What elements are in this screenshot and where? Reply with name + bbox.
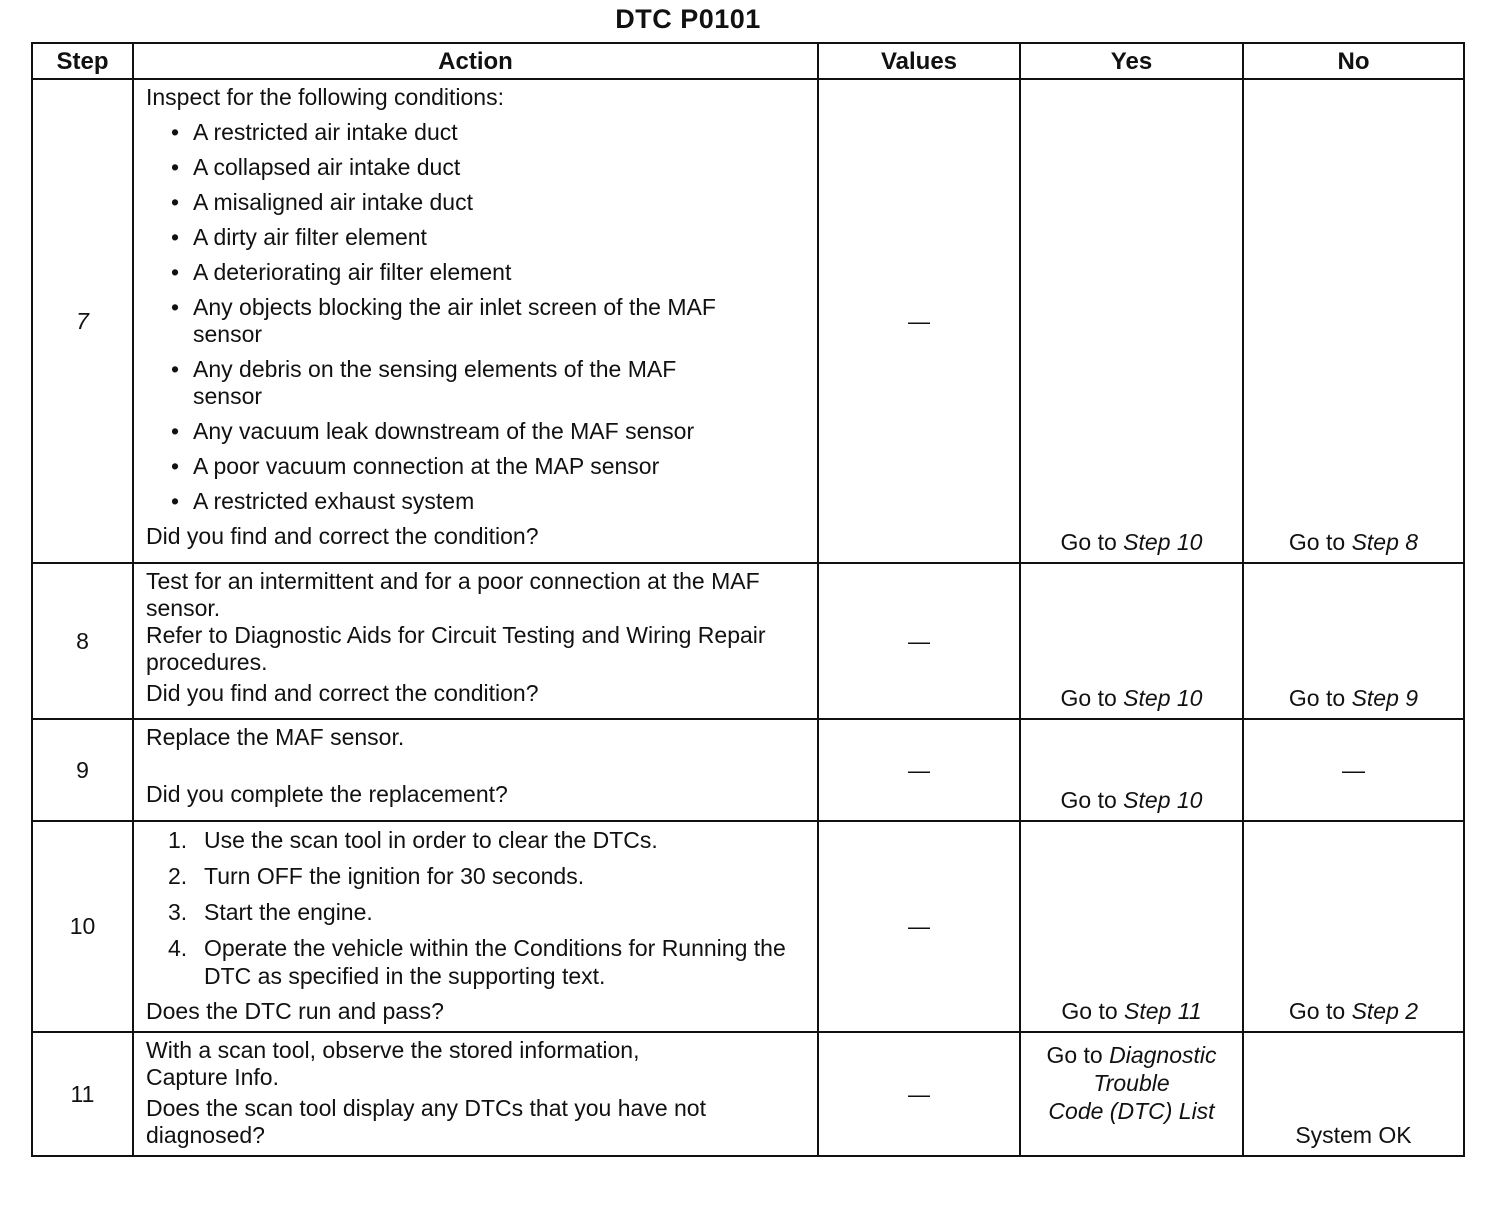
list-item: • A restricted exhaust system <box>146 488 809 515</box>
table-row <box>32 1032 1464 1156</box>
header-action: Action <box>133 43 818 79</box>
no-cell: Go to Step 9 <box>1243 563 1464 719</box>
header-values: Values <box>818 43 1020 79</box>
list-item: 3. Start the engine. <box>168 899 373 925</box>
list-item: 1. Use the scan tool in order to clear the DTCs. <box>168 827 658 853</box>
action-question: Does the scan tool display any DTCs that you have not diagnosed? <box>146 1095 706 1148</box>
no-cell: — <box>1243 719 1464 821</box>
step-ref-link: Step 10 <box>1123 685 1203 711</box>
action-cell <box>133 719 818 821</box>
step-ref-link: Step 8 <box>1351 529 1419 555</box>
action-text: Replace the MAF sensor. <box>146 724 405 750</box>
dtc-table <box>31 42 1465 1157</box>
table-row <box>32 79 1464 563</box>
header-step: Step <box>32 43 133 79</box>
list-item: 4. Operate the vehicle within the Conditions for Running the DTC as specified in the supporting text. <box>168 935 786 989</box>
list-item: • A misaligned air intake duct <box>146 189 809 216</box>
yes-cell: Go to Step 10 <box>1020 79 1243 563</box>
header-yes: Yes <box>1020 43 1243 79</box>
action-question: Did you find and correct the condition? <box>146 523 539 549</box>
yes-cell <box>1020 1032 1243 1156</box>
action-question: Did you find and correct the condition? <box>146 680 539 706</box>
value-cell: — <box>818 1032 1020 1156</box>
action-cell <box>133 821 818 1032</box>
step-ref-link: Step 11 <box>1124 998 1202 1024</box>
list-item: • A collapsed air intake duct <box>146 154 809 181</box>
list-item: • Any debris on the sensing elements of the MAF sensor <box>146 356 809 410</box>
action-question: Does the DTC run and pass? <box>146 998 444 1024</box>
list-item: • A deteriorating air filter element <box>146 259 809 286</box>
value-cell: — <box>818 563 1020 719</box>
dtc-list-link: Go to Diagnostic Trouble Code (DTC) List <box>1046 1042 1217 1124</box>
header-no: No <box>1243 43 1464 79</box>
step-number: 11 <box>32 1032 133 1156</box>
value-cell: — <box>818 719 1020 821</box>
list-item: • A restricted air intake duct <box>146 119 809 146</box>
value-cell: — <box>818 79 1020 563</box>
step-ref-link: Step 10 <box>1123 529 1203 555</box>
procedure-list <box>146 826 809 990</box>
step-ref-link: Step 9 <box>1351 685 1419 711</box>
value-cell: — <box>818 821 1020 1032</box>
no-cell: System OK <box>1243 1032 1464 1156</box>
yes-cell: Go to Step 11 <box>1020 821 1243 1032</box>
list-item: 2. Turn OFF the ignition for 30 seconds. <box>168 863 585 889</box>
action-cell <box>133 563 818 719</box>
page-title: DTC P0101 <box>615 4 761 34</box>
yes-cell: Go to Step 10 <box>1020 563 1243 719</box>
condition-list <box>146 119 809 515</box>
action-question: Did you complete the replacement? <box>146 781 508 807</box>
no-cell: Go to Step 8 <box>1243 79 1464 563</box>
list-item: • A poor vacuum connection at the MAP sensor <box>146 453 809 480</box>
list-item: • Any vacuum leak downstream of the MAF sensor <box>146 418 809 445</box>
action-text: Refer to Diagnostic Aids for Circuit Testing and Wiring Repair procedures. <box>146 622 766 675</box>
no-cell: Go to Step 2 <box>1243 821 1464 1032</box>
action-cell <box>133 79 818 563</box>
header-row <box>32 43 1464 79</box>
step-ref-link: Step 10 <box>1123 787 1203 813</box>
list-item: • Any objects blocking the air inlet screen of the MAF sensor <box>146 294 809 348</box>
action-text: With a scan tool, observe the stored information, Capture Info. <box>146 1037 640 1090</box>
list-item: • A dirty air filter element <box>146 224 809 251</box>
step-number: 8 <box>32 563 133 719</box>
yes-cell: Go to Step 10 <box>1020 719 1243 821</box>
table-row <box>32 563 1464 719</box>
table-row <box>32 821 1464 1032</box>
step-number: 7 <box>32 79 133 563</box>
step-number: 9 <box>32 719 133 821</box>
action-intro: Inspect for the following conditions: <box>146 84 504 110</box>
step-ref-link: Step 2 <box>1351 998 1419 1024</box>
table-row <box>32 719 1464 821</box>
action-cell <box>133 1032 818 1156</box>
action-text: Test for an intermittent and for a poor connection at the MAF sensor. <box>146 568 760 621</box>
step-number: 10 <box>32 821 133 1032</box>
